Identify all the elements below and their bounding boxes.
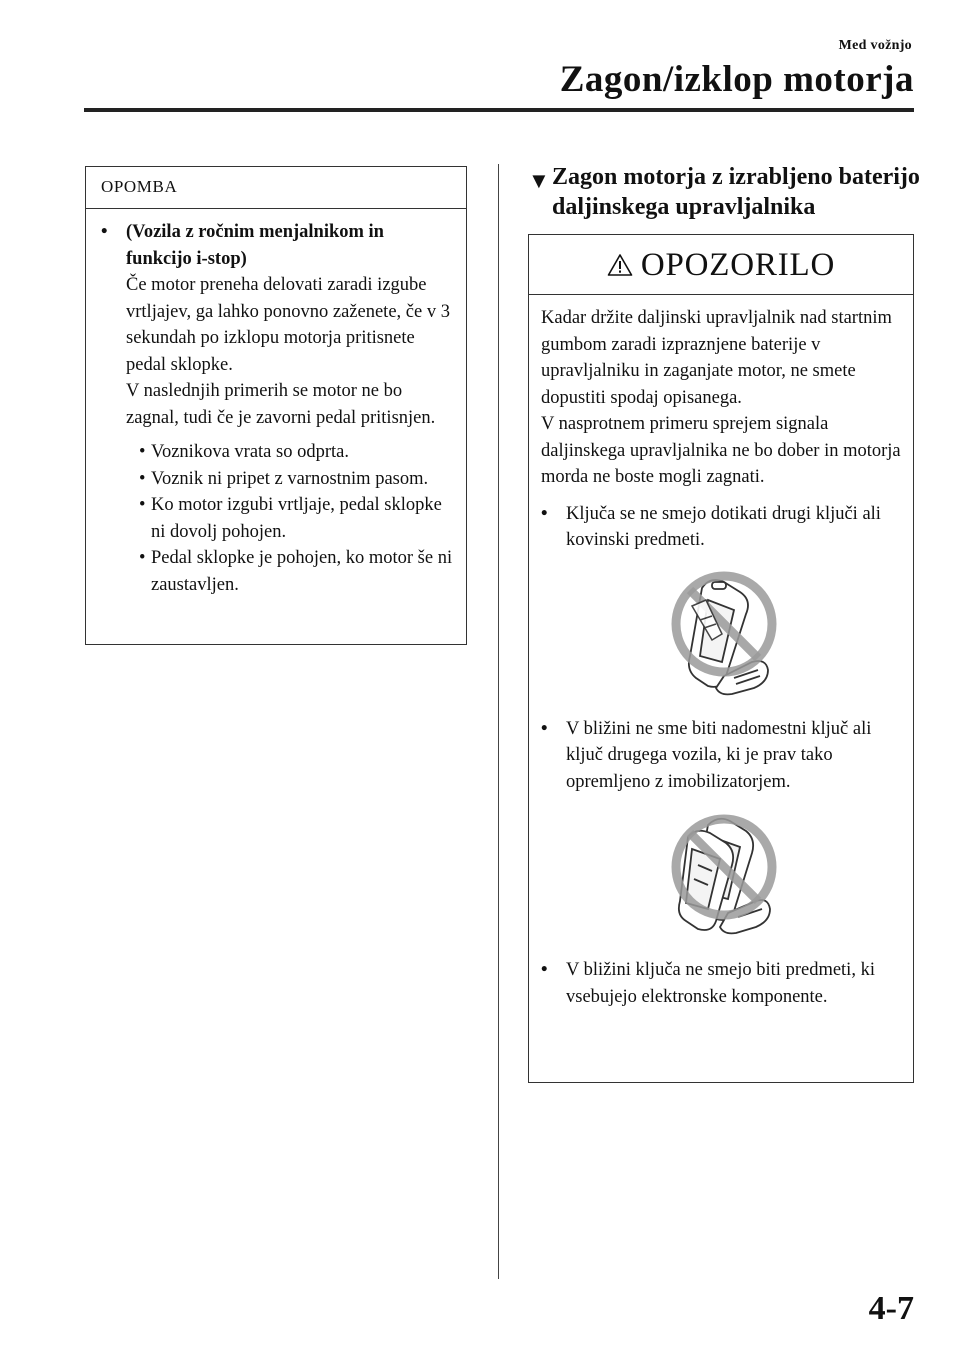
bullet-dot-icon: • xyxy=(139,442,146,462)
note-box xyxy=(85,166,467,645)
note-separator xyxy=(86,208,466,209)
warning-paragraph-2: V nasprotnem primeru sprejem signala daljinskega upravljalnika ne bo dober in motorja morda ne boste mogli zagnati. xyxy=(541,414,901,487)
note-bullet xyxy=(101,219,454,598)
list-item-text: Ko motor izgubi vrtljaje, pedal sklopke ni dovolj pohojen. xyxy=(151,495,442,542)
note-sub-list xyxy=(126,439,454,598)
list-item-text: Voznik ni pripet z varnostnim pasom. xyxy=(151,468,429,489)
bullet-dot-icon: • xyxy=(139,548,146,568)
note-title: OPOMBA xyxy=(101,177,178,196)
bullet-dot-icon: • xyxy=(139,468,146,489)
section-heading xyxy=(528,162,928,222)
bullet-dot-icon: • xyxy=(139,495,146,515)
page-title: Zagon/izklop motorja xyxy=(559,59,914,100)
note-body xyxy=(101,219,454,598)
list-item xyxy=(126,439,454,466)
list-item xyxy=(541,957,903,1010)
bullet-dot-icon: • xyxy=(541,960,548,980)
key-illustration-2 xyxy=(541,807,903,947)
bullet-dot-icon: • xyxy=(541,503,548,524)
list-item xyxy=(126,545,454,598)
key-illustration-1 xyxy=(541,566,903,706)
list-item-text: Ključa se ne smejo dotikati drugi ključi ali kovinski predmeti. xyxy=(566,503,881,550)
column-divider xyxy=(498,164,499,1279)
list-item xyxy=(126,492,454,545)
list-item-text: V bližini ne sme biti nadomestni ključ ali ključ drugega vozila, ki je prav tako opremljeno z imobilizatorjem. xyxy=(566,718,872,792)
list-item xyxy=(541,716,903,796)
warning-triangle-icon xyxy=(607,253,633,277)
list-item xyxy=(541,501,903,554)
note-content xyxy=(126,219,454,598)
header-rule xyxy=(84,108,914,112)
list-item xyxy=(126,466,454,493)
bullet-dot-icon: • xyxy=(541,718,548,739)
section-heading-text: Zagon motorja z izrabljeno baterijo daljinskega upravljalnika xyxy=(552,164,920,220)
warning-paragraph-1: Kadar držite daljinski upravljalnik nad startnim gumbom zaradi izpraznjene baterije v upravljalniku in zaganjate motor, ne smete dopustiti spodaj opisanega. xyxy=(541,308,892,408)
triangle-down-icon: ▼ xyxy=(528,168,550,193)
list-item-text: Voznikova vrata so odprta. xyxy=(151,442,349,462)
note-paragraph-2: V naslednjih primerih se motor ne bo zagnal, tudi če je zavorni pedal pritisnjen. xyxy=(126,381,436,428)
warning-header xyxy=(529,235,913,295)
key-prohibited-icon xyxy=(662,566,782,706)
note-heading: (Vozila z ročnim menjalnikom in funkcijo i-stop) xyxy=(126,222,384,269)
page-number: 4-7 xyxy=(868,1290,914,1327)
bullet-dot-icon: • xyxy=(101,222,108,242)
list-item-text: Pedal sklopke je pohojen, ko motor še ni zaustavljen. xyxy=(151,548,453,595)
warning-separator xyxy=(529,294,913,295)
warning-title: OPOZORILO xyxy=(640,246,836,283)
list-item-text: V bližini ključa ne smejo biti predmeti, ki vsebujejo elektronske komponente. xyxy=(566,960,875,1007)
note-paragraph-1: Če motor preneha delovati zaradi izgube vrtljajev, ga lahko ponovno zaženete, če v 3 sekundah po izklopu motorja pritisnete pedal sklopke. xyxy=(126,275,450,375)
warning-body xyxy=(541,305,903,1010)
warning-box xyxy=(528,234,914,1083)
section-label: Med vožnjo xyxy=(838,38,912,53)
key-prohibited-icon xyxy=(662,807,782,947)
